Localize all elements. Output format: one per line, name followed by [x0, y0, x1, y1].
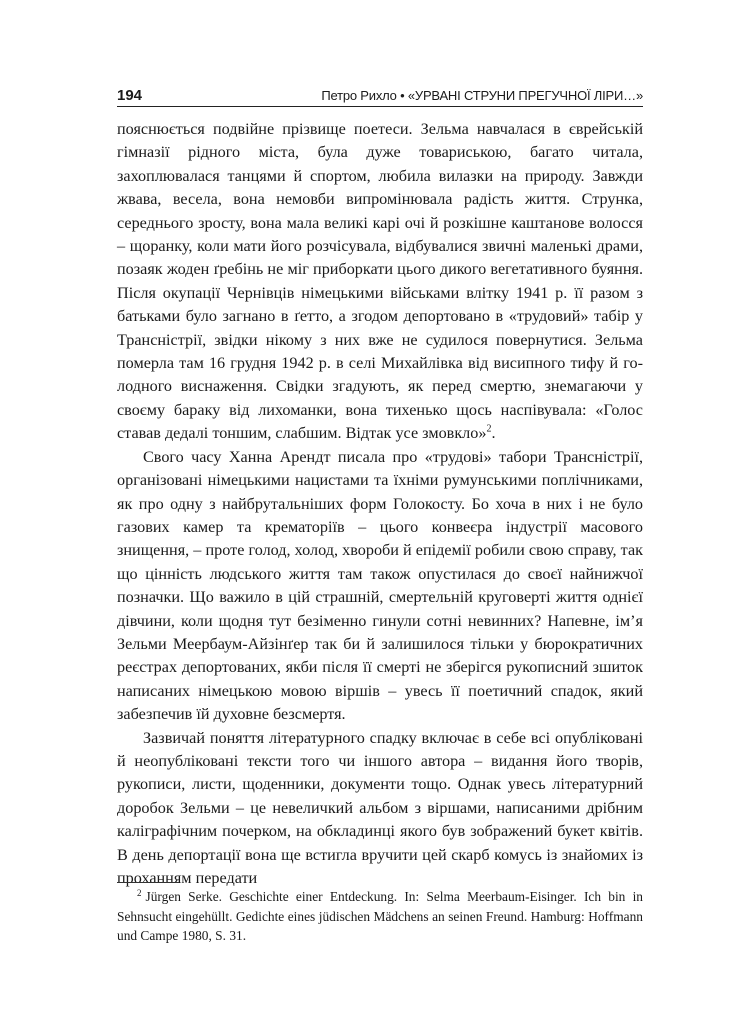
running-head-title: Петро Рихло • «УРВАНІ СТРУНИ ПРЕГУЧНОЇ ЛІРИ…»	[321, 88, 643, 103]
paragraph-1	[117, 118, 643, 446]
page-number: 194	[117, 87, 143, 104]
running-header	[117, 83, 643, 105]
footnote-number: 2	[137, 887, 142, 898]
paragraph-1-end: .	[491, 424, 496, 443]
footnote-text: Jürgen Serke. Geschichte einer Entdeckung. In: Selma Meerbaum-Eisinger. Ich bin in Sehnsucht eingehüllt. Gedichte eines jüdischen Mädchens an seinen Freund. Hamburg: Hoffmann und Campe 1980, S. 31.	[117, 889, 643, 943]
paragraph-3: Зазвичай поняття літературного спадку включає в себе всі опубліковані й неопубліковані тексти того чи іншого автора – видання його творів, рукописи, листи, щоденники, документи тощо. Однак увесь літературний доробок Зельми – це невеличкий альбом з віршами, написаними дрібним каліграфічним почерком, на обкладинці якого був зображений букет квітів. В день депортації вона ще встигла вручити цей скарб комусь із знайомих із проханням передати	[117, 728, 643, 887]
footnote-rule	[117, 882, 179, 883]
paragraph-2: Свого часу Ханна Арендт писала про «трудові» табори Трансністрії, організовані німецькими нацистами та їхніми румунськими поплічниками, як про одну з найбрутальніших форм Голокосту. Бо хоча в них і не було газових камер та крематоріїв – цього конвеєра індустрії масового знищення, – проте голод, холод, хвороби й епідемії робили свою справу, так що цінність людського життя там також опустилася до своєї найнижчої позначки. Що важило в цій страшній, смертельній круговерті життя однієї дівчини, коли щодня тут безіменно гинули сотні невинних? Напевне, ім’я Зельми Меербаум-Айзінґер так би й залишилося тільки у бюрократичних реєстрах депортованих, якби після її смерті не зберігся рукописний зшиток написаних німецькою мовою віршів – увесь її поетичний спадок, який забезпечив їй духовне безсмертя.	[117, 447, 643, 724]
footnote-ref[interactable]: 2	[486, 423, 492, 435]
paragraph-1-text: пояснюється подвійне прізвище поетеси. Зельма навчалася в єврейській гімназії рідного міста, була дуже товариською, багато читала, захоплювалася танцями й спортом, любила вилазки на природу. Завжди жвава, весела, вона немовби випромінювала радість життя. Струнка, середнього зросту, вона мала великі карі очі й розкішне каштанове волосся – щоранку, коли мати його розчісувала, відбувалися звичні маленькі драми, позаяк жоден ґребінь не міг приборкати цього дикого вегетативного буяння. Після окупації Чернівців німецькими військами влітку 1941 р. її разом з батьками було загнано в ґетто, а згодом депортовано в «трудовий» табір у Трансністрії, звідки нікому з них вже не судилося повернутися. Зельма померла там 16 грудня 1942 р. в селі Михайлівка від висипного тифу й голодного виснаження. Свідки згадують, як перед смертю, знемагаючи у своєму бараку від лихоманки, вона тихенько щось наспівувала: «Голос ставав дедалі тоншим, слабшим. Відтак усе змовкло»	[117, 120, 643, 443]
main-text	[117, 118, 643, 890]
header-rule	[117, 106, 643, 107]
footnote	[117, 887, 643, 946]
